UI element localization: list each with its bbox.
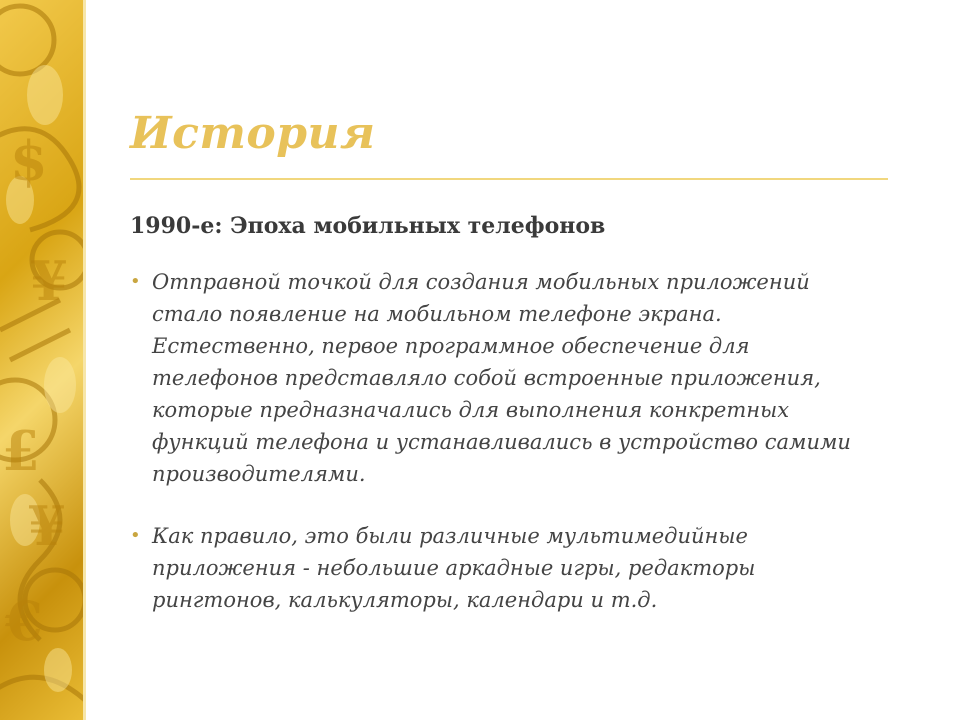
currency-pattern-graphic xyxy=(0,0,83,720)
gold-currency-symbols-pattern-icon xyxy=(0,0,83,720)
bullet-item xyxy=(130,266,870,490)
svg-text:¥: ¥ xyxy=(28,494,66,558)
svg-text:¥: ¥ xyxy=(30,249,68,313)
svg-text:£: £ xyxy=(2,419,40,483)
bullet-dot-icon: • xyxy=(130,271,141,292)
bullet-item xyxy=(130,520,870,616)
bullet-dot-icon: • xyxy=(130,525,141,546)
slide-title: История xyxy=(130,108,376,159)
title-underline-divider xyxy=(130,178,888,180)
bullet-text: Как правило, это были различные мультимедийные приложения - небольшие аркадные игры, редакторы рингтонов, калькуляторы, календари и т.д. xyxy=(152,524,756,612)
slide-subtitle: 1990-е: Эпоха мобильных телефонов xyxy=(130,213,606,239)
bullet-text: Отправной точкой для создания мобильных приложений стало появление на мобильном телефоне экрана. Естественно, первое программное обеспечение для телефонов представляло собой встроенные приложения, которые предназначались для выполнения конкретных функций телефона и устанавливались в устройство самими производителями. xyxy=(152,270,851,486)
svg-text:$: $ xyxy=(10,129,48,193)
svg-text:€: € xyxy=(5,589,43,653)
band-edge-divider xyxy=(83,0,86,720)
bullet-list xyxy=(130,266,870,646)
